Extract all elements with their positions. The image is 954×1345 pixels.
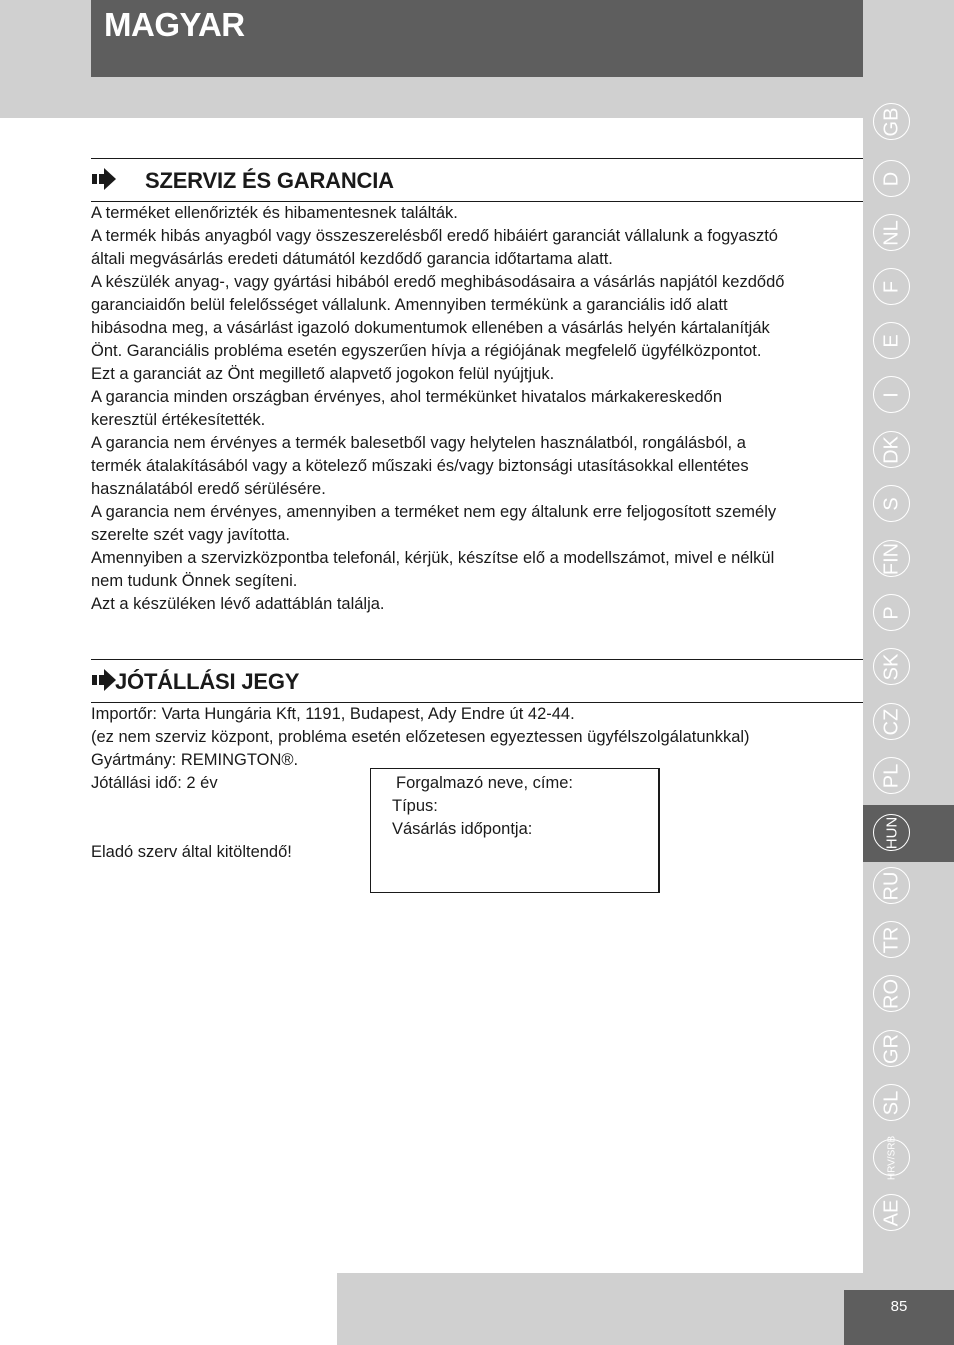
language-tab-hun[interactable]: [873, 814, 910, 851]
language-tab-d[interactable]: [873, 160, 910, 197]
language-tab-hrv-srb[interactable]: [873, 1135, 910, 1180]
body-line: hibásodna meg, a vásárlást igazoló dokumentumok ellenében a vásárlás helyén kártalanítják: [91, 319, 770, 337]
body-line: Önt. Garanciális probléma esetén egyszerűen hívja a régiójának megfelelő ügyfélközpontot.: [91, 342, 762, 360]
purchase-date-label: Vásárlás időpontja:: [392, 820, 533, 838]
language-label: HUN: [883, 816, 900, 849]
language-tab-e[interactable]: [873, 322, 910, 359]
type-label: Típus:: [392, 797, 438, 815]
language-label: I: [880, 391, 902, 398]
language-label: S: [880, 496, 902, 511]
body-line: A terméket ellenőrizték és hibamentesnek találták.: [91, 204, 458, 222]
language-label: E: [880, 333, 902, 348]
body-line: Azt a készüléken lévő adattáblán találja.: [91, 595, 385, 613]
body-line: Ezt a garanciát az Önt megillető alapvető jogokon felül nyújtjuk.: [91, 365, 555, 383]
language-tab-f[interactable]: [873, 268, 910, 305]
body-line: Amennyiben a szervizközpontba telefonál, kérjük, készítse elő a modellszámot, mivel e nélkül: [91, 549, 775, 567]
section-title-service: SZERVIZ ÉS GARANCIA: [145, 168, 394, 193]
service-body: [91, 202, 871, 616]
section-heading-warranty: [91, 659, 863, 703]
body-line: használatából eredő sérülésére.: [91, 480, 326, 498]
arrow-right-icon: [91, 167, 117, 191]
language-label: RO: [880, 978, 902, 1009]
body-line: A garancia nem érvényes a termék balesetből vagy helytelen használatból, rongálásból, a: [91, 434, 746, 452]
language-label: RU: [880, 871, 902, 900]
language-label: GB: [880, 107, 902, 136]
body-line: Gyártmány: REMINGTON®.: [91, 751, 299, 769]
language-label: FIN: [880, 542, 902, 575]
language-label: CZ: [880, 708, 902, 735]
language-label: SL: [880, 1090, 902, 1115]
language-tab-s[interactable]: [873, 485, 910, 522]
language-label: DK: [880, 435, 902, 464]
body-line: általi megvásárlás eredeti dátumától kezdődő garancia időtartama alatt.: [91, 250, 613, 268]
language-tab-fin[interactable]: [873, 540, 910, 577]
language-tab-ru[interactable]: [873, 867, 910, 904]
language-label: HRV/SRB: [886, 1135, 897, 1180]
body-line: (ez nem szerviz központ, probléma esetén előzetesen egyeztessen ügyfélszolgálatunkkal): [91, 728, 750, 746]
language-tab-ro[interactable]: [873, 975, 910, 1012]
body-line: szerelte szét vagy javította.: [91, 526, 291, 544]
page-number: 85: [890, 1298, 908, 1315]
language-tab-ae[interactable]: [873, 1194, 910, 1231]
language-label: AE: [880, 1199, 902, 1226]
sale-info-box: [370, 768, 660, 893]
section-title-warranty: JÓTÁLLÁSI JEGY: [115, 669, 300, 694]
language-tab-p[interactable]: [873, 594, 910, 631]
language-label: F: [880, 280, 902, 293]
body-line: A készülék anyag-, vagy gyártási hibából eredő meghibásodásaira a vásárlás napjától kezdődő: [91, 273, 785, 291]
arrow-right-icon: [91, 668, 117, 692]
language-label: P: [880, 605, 902, 620]
language-tab-i[interactable]: [873, 376, 910, 413]
language-label: NL: [880, 219, 902, 246]
body-line: Importőr: Varta Hungária Kft, 1191, Budapest, Ady Endre út 42-44.: [91, 705, 575, 723]
seller-note-text: Eladó szerv által kitöltendő!: [91, 843, 292, 861]
language-tab-pl[interactable]: [873, 757, 910, 794]
language-label: SK: [880, 653, 902, 680]
page-number-box: [844, 1290, 954, 1345]
header-bar: [91, 0, 863, 77]
language-tab-cz[interactable]: [873, 703, 910, 740]
body-line: termék átalakításából vagy a kötelező műszaki és/vagy biztonsági utasításokkal ellentétes: [91, 457, 749, 475]
body-line: nem tudunk Önnek segíteni.: [91, 572, 298, 590]
language-tab-nl[interactable]: [873, 214, 910, 251]
body-line: A garancia nem érvényes, amennyiben a terméket nem egy általunk erre feljogosított személy: [91, 503, 777, 521]
page-title: MAGYAR: [104, 6, 245, 43]
language-tab-gr[interactable]: [873, 1030, 910, 1067]
language-label: TR: [880, 926, 902, 953]
language-tab-sl[interactable]: [873, 1084, 910, 1121]
language-label: D: [880, 171, 902, 186]
body-line: keresztül értékesítették.: [91, 411, 266, 429]
language-tab-gb[interactable]: [873, 103, 910, 140]
dealer-label: Forgalmazó neve, címe:: [396, 774, 573, 792]
language-label: GR: [880, 1033, 902, 1064]
language-label: PL: [880, 763, 902, 788]
body-line: A termék hibás anyagból vagy összeszerelésből eredő hibáiért garanciát vállalunk a fogyasztó: [91, 227, 778, 245]
body-line: A garancia minden országban érvényes, ahol termékünket hivatalos márkakereskedőn: [91, 388, 723, 406]
page-footer-area: [0, 1273, 337, 1345]
language-tab-dk[interactable]: [873, 431, 910, 468]
language-tab-sk[interactable]: [873, 648, 910, 685]
body-line: garanciaidőn belül felelősséget vállalunk. Amennyiben termékünk a garanciális idő alatt: [91, 296, 728, 314]
language-tab-tr[interactable]: [873, 921, 910, 958]
section-heading-service: [91, 158, 863, 202]
body-line: Jótállási idő: 2 év: [91, 774, 218, 792]
